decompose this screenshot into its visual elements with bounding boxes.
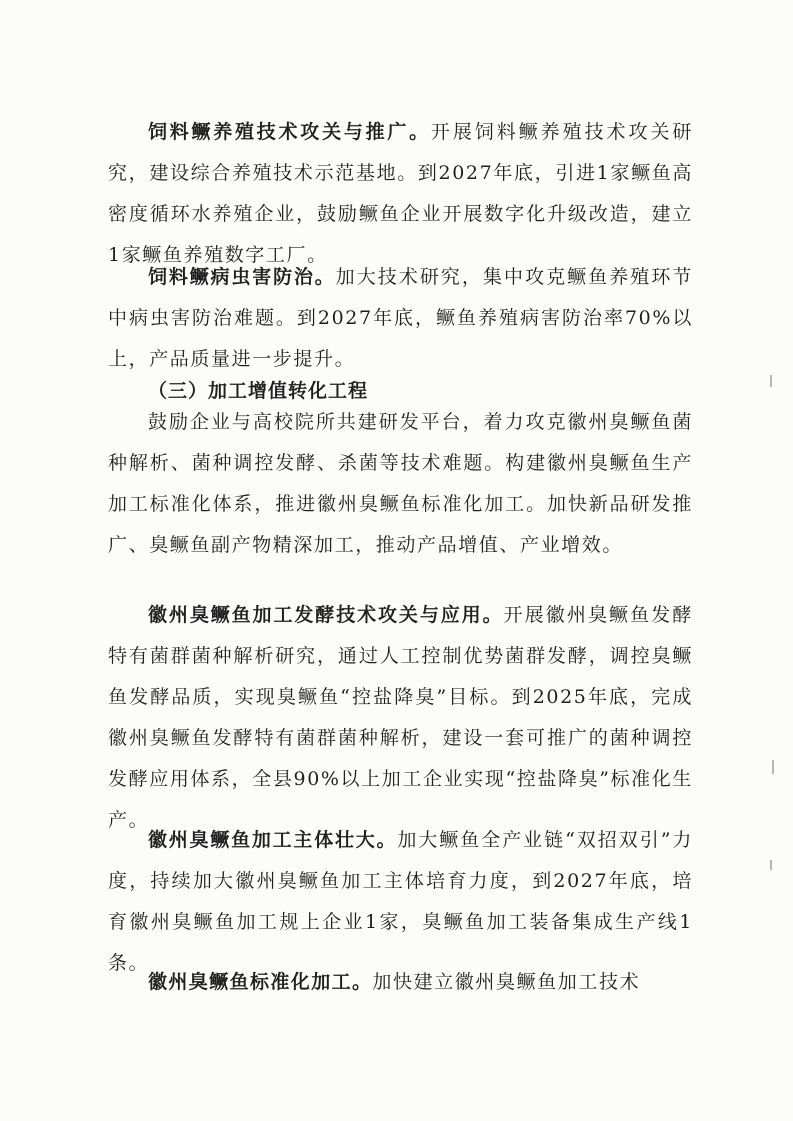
section-intro-paragraph: 鼓励企业与高校院所共建研发平台，着力攻克徽州臭鳜鱼菌种解析、菌种调控发酵、杀菌等技术难题。构建徽州臭鳜鱼生产加工标准化体系，推进徽州臭鳜鱼标准化加工。加快新品研发推广、臭鳜鱼副产物精深加工，推动产品增值、产业增效。	[108, 411, 693, 556]
paragraph-fermentation-technology	[108, 595, 693, 841]
scan-speck	[772, 760, 774, 774]
paragraph-lead: 徽州臭鳜鱼加工发酵技术攻关与应用。	[148, 604, 504, 626]
paragraph-lead: 徽州臭鳜鱼标准化加工。	[148, 971, 373, 993]
paragraph-feed-mandarin-breeding	[108, 112, 693, 276]
paragraph-processing-entity-growth	[108, 820, 693, 984]
paragraph-body: 加大鳜鱼全产业链“双招双引”力度，持续加大徽州臭鳜鱼加工主体培育力度，到2027年底，培育徽州臭鳜鱼加工规上企业1家，臭鳜鱼加工装备集成生产线1条。	[108, 829, 693, 974]
paragraph-body: 加大技术研究，集中攻克鳜鱼养殖环节中病虫害防治难题。到2027年底，鳜鱼养殖病害防治率70%以上，产品质量进一步提升。	[108, 266, 694, 370]
scan-speck	[770, 375, 772, 387]
paragraph-disease-prevention	[108, 257, 693, 380]
paragraph-lead: 徽州臭鳜鱼加工主体壮大。	[148, 829, 398, 851]
paragraph-body: 加快建立徽州臭鳜鱼加工技术	[372, 971, 641, 993]
section-heading: （三）加工增值转化工程	[148, 380, 369, 402]
paragraph-body: 开展徽州臭鳜鱼发酵特有菌群菌种解析研究，通过人工控制优势菌群发酵，调控臭鳜鱼发酵品质，实现臭鳜鱼“控盐降臭”目标。到2025年底，完成徽州臭鳜鱼发酵特有菌群菌种解析，建设一套可推广的菌种调控发酵应用体系，全县90%以上加工企业实现“控盐降臭”标准化生产。	[108, 604, 693, 831]
paragraph-standardized-processing	[108, 962, 693, 1003]
scan-speck	[770, 860, 772, 870]
paragraph-lead: 饲料鳜病虫害防治。	[148, 266, 336, 288]
paragraph-lead: 饲料鳜养殖技术攻关与推广。	[148, 121, 431, 143]
paragraph-body: 开展饲料鳜养殖技术攻关研究，建设综合养殖技术示范基地。到2027年底，引进1家鳜鱼高密度循环水养殖企业，鼓励鳜鱼企业开展数字化升级改造，建立1家鳜鱼养殖数字工厂。	[108, 121, 693, 266]
